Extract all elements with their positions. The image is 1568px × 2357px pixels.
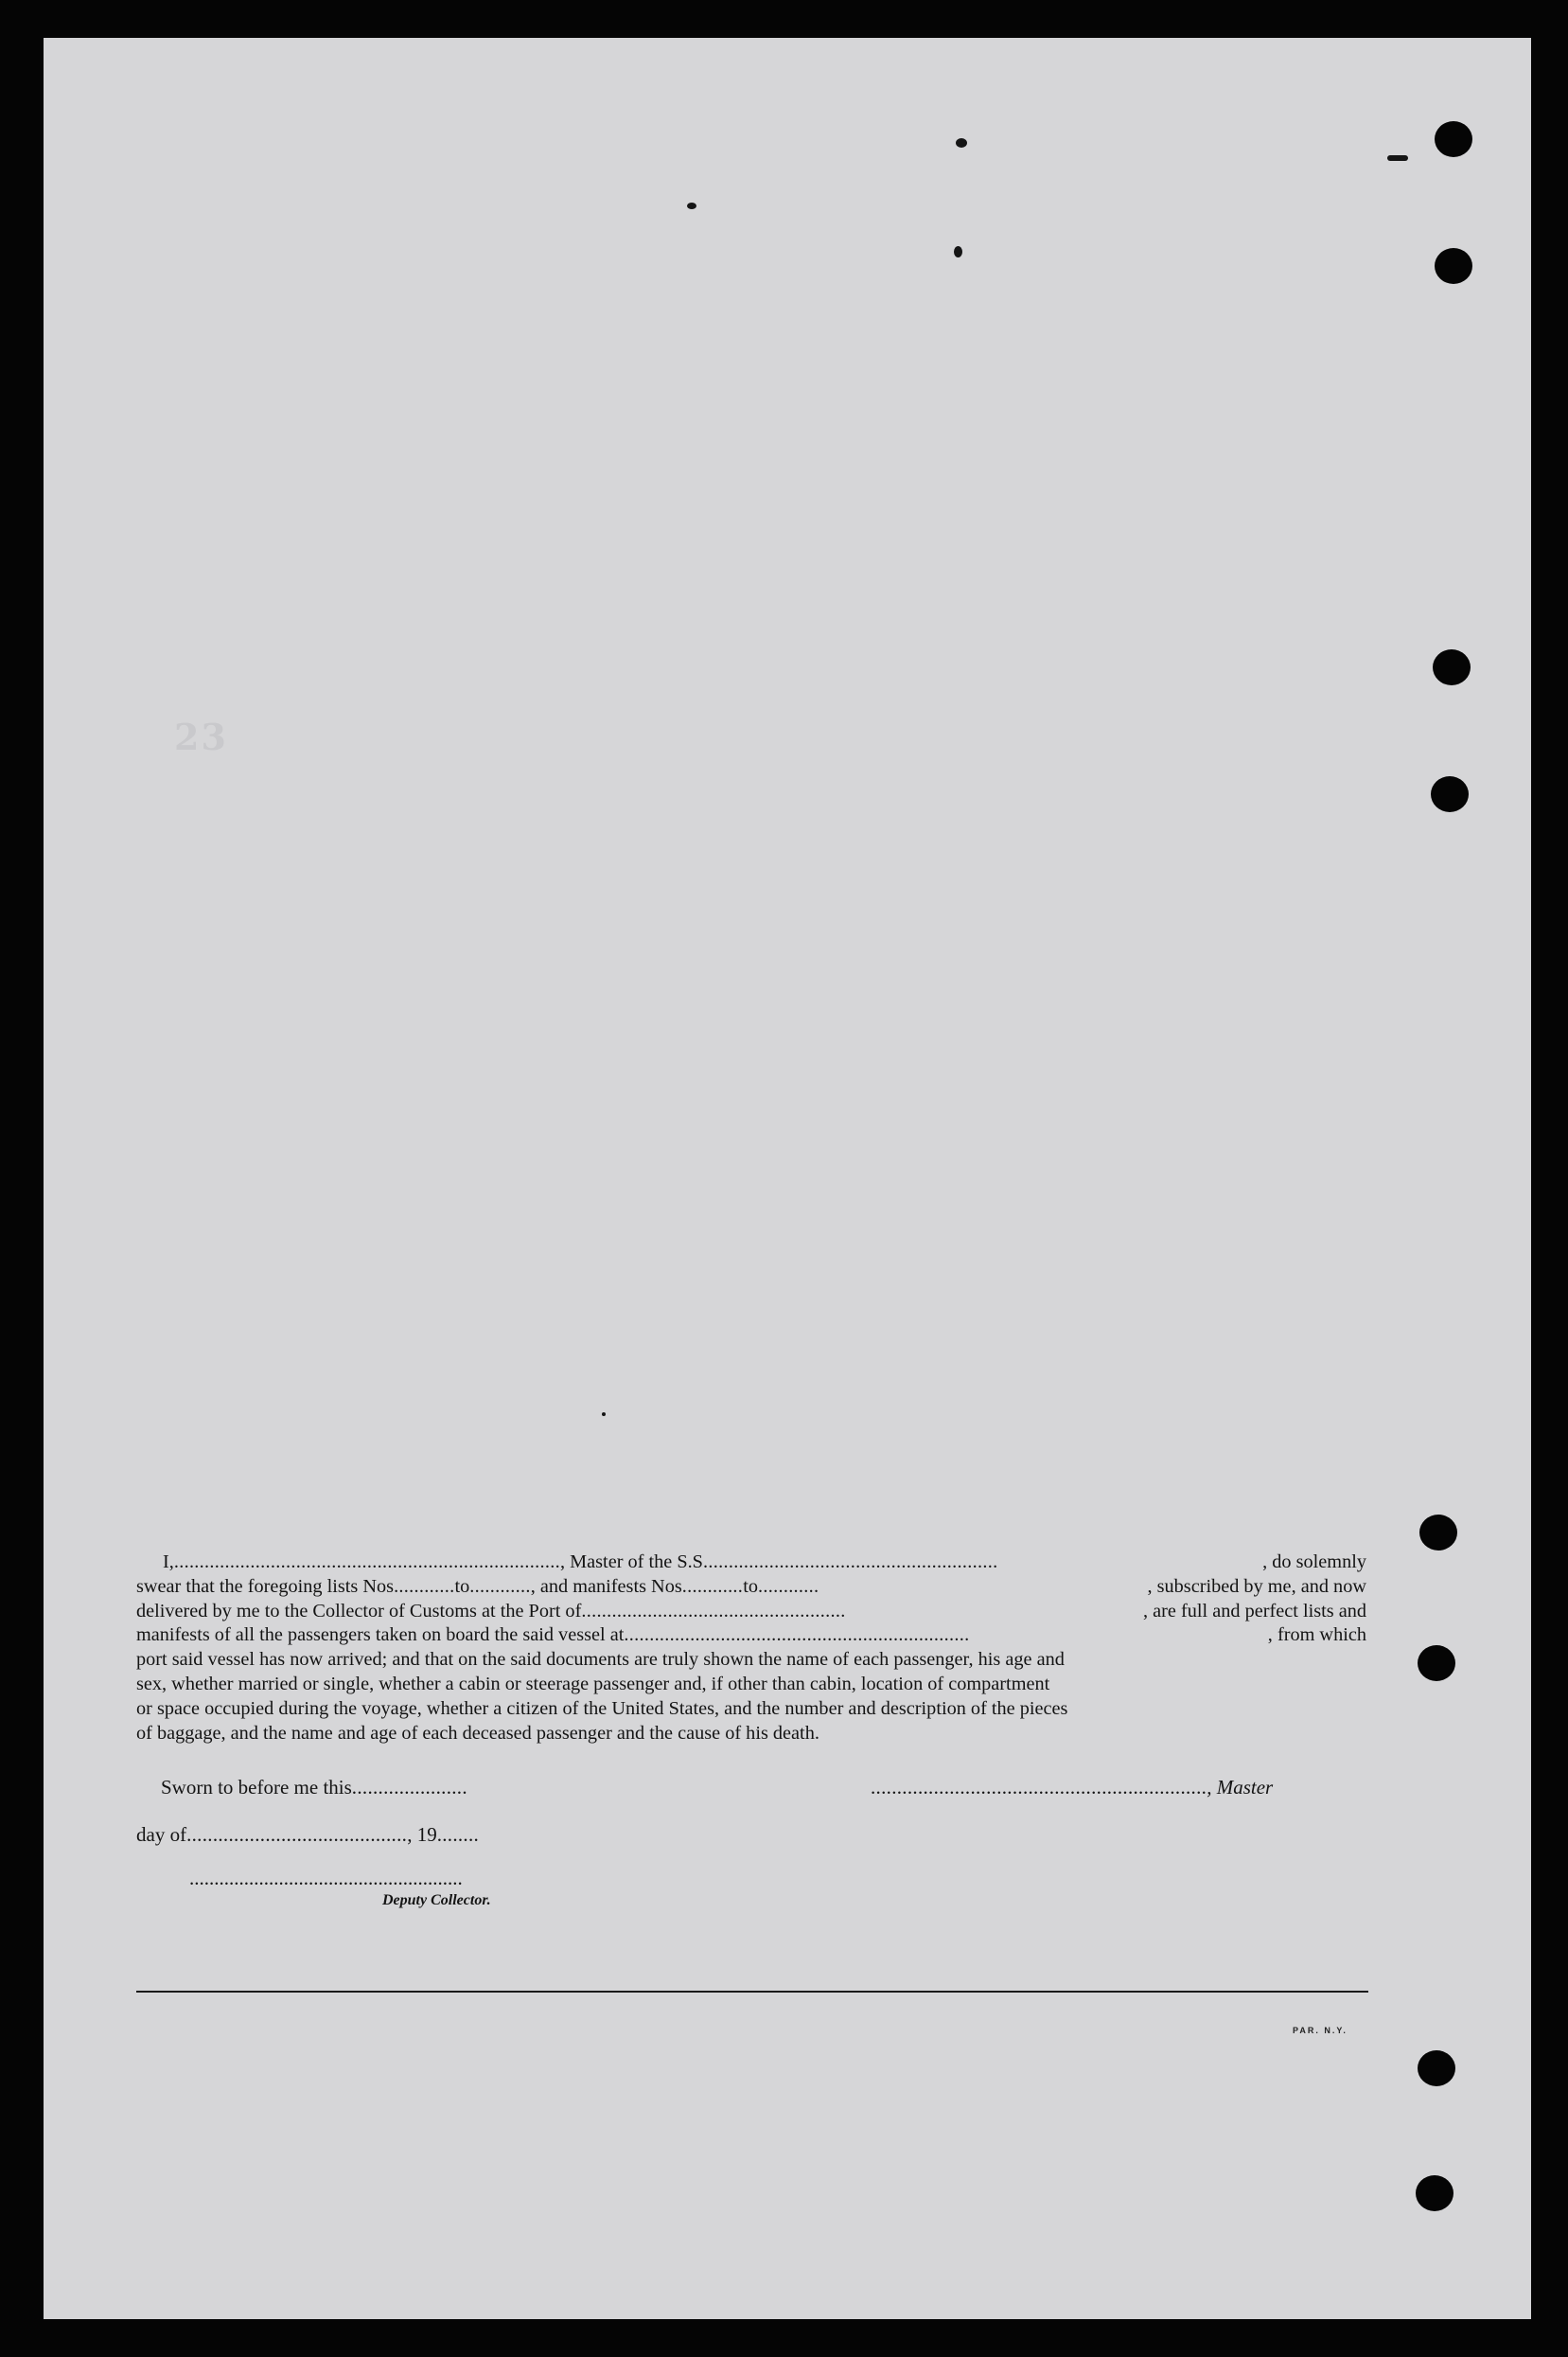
day-of-label: day of [136, 1823, 187, 1846]
faint-stamp-number: 23 [174, 716, 228, 758]
oath-line-3 [136, 1600, 1366, 1624]
document-page [44, 38, 1531, 2319]
ship-name-blank[interactable]: .......................................................... [702, 1551, 998, 1572]
binder-hole [1416, 2175, 1453, 2211]
ink-speck [954, 246, 962, 257]
binder-hole [1418, 1645, 1455, 1681]
port-blank[interactable]: .................................................... [581, 1600, 846, 1622]
oath-text: , are full and perfect lists and [1143, 1600, 1366, 1622]
oath-text: manifests of all the passengers taken on board the said vessel at [136, 1624, 625, 1646]
oath-line-8 [136, 1722, 1366, 1746]
oath-text: to [743, 1575, 758, 1597]
oath-line-5 [136, 1648, 1366, 1673]
year-label: , 19 [407, 1823, 437, 1846]
oath-text: swear that the foregoing lists Nos [136, 1575, 395, 1597]
lists-to-blank[interactable]: ............ [469, 1575, 531, 1597]
oath-text: port said vessel has now arrived; and that on the said documents are truly shown the name of each passenger, his age and [136, 1649, 1065, 1671]
manifests-to-blank[interactable]: ............ [757, 1575, 819, 1597]
master-name-blank[interactable]: ............................................................................ [173, 1551, 560, 1572]
master-signature-blank[interactable]: ................................................................ [871, 1776, 1207, 1799]
deputy-signature-blank[interactable]: ....................................................... [189, 1867, 463, 1889]
oath-line-1 [136, 1551, 1366, 1575]
ink-speck [602, 1412, 606, 1416]
binder-hole [1418, 2050, 1455, 2086]
oath-text: sex, whether married or single, whether a cabin or steerage passenger and, if other than cabin, location of compartment [136, 1673, 1050, 1694]
manifests-from-blank[interactable]: ............ [681, 1575, 744, 1597]
oath-line-7 [136, 1697, 1366, 1722]
binder-hole [1433, 649, 1471, 685]
sworn-label: Sworn to before me this [161, 1776, 352, 1799]
oath-text: I, [163, 1551, 174, 1572]
day-month-blank[interactable]: .......................................... [186, 1823, 408, 1846]
oath-line-4 [136, 1623, 1366, 1648]
ink-speck [1387, 155, 1408, 161]
oath-text: , and manifests Nos [530, 1575, 682, 1597]
oath-text: or space occupied during the voyage, whether a citizen of the United States, and the number and description of the pieces [136, 1697, 1068, 1719]
ink-speck [956, 138, 967, 148]
oath-text: delivered by me to the Collector of Customs at the Port of [136, 1600, 582, 1622]
master-signature-row [871, 1776, 1273, 1799]
footer-rule [136, 1991, 1368, 1993]
oath-text: , subscribed by me, and now [1147, 1575, 1366, 1597]
binder-hole [1431, 776, 1469, 812]
binder-hole [1419, 1515, 1457, 1551]
sworn-row [161, 1776, 467, 1799]
lists-from-blank[interactable]: ............ [394, 1575, 455, 1597]
master-oath-paragraph [136, 1551, 1366, 1746]
oath-line-6 [136, 1673, 1366, 1697]
deputy-collector-label: Deputy Collector. [382, 1892, 491, 1908]
oath-text: , from which [1267, 1624, 1366, 1646]
ink-speck [687, 203, 696, 209]
printer-mark: PAR. N.Y. [1293, 2026, 1348, 2035]
oath-text: of baggage, and the name and age of each deceased passenger and the cause of his death. [136, 1722, 819, 1744]
oath-text: to [454, 1575, 470, 1597]
binder-hole [1435, 121, 1472, 157]
oath-text: , do solemnly [1262, 1551, 1366, 1572]
oath-text: , Master of the S.S [559, 1551, 703, 1572]
year-blank[interactable]: ........ [436, 1823, 480, 1846]
day-of-row [136, 1823, 479, 1847]
binder-hole [1435, 248, 1472, 284]
master-label: , Master [1207, 1776, 1274, 1799]
embarkation-port-blank[interactable]: .................................................................... [624, 1624, 970, 1646]
sworn-date-blank[interactable]: ...................... [351, 1776, 467, 1799]
oath-line-2 [136, 1575, 1366, 1600]
